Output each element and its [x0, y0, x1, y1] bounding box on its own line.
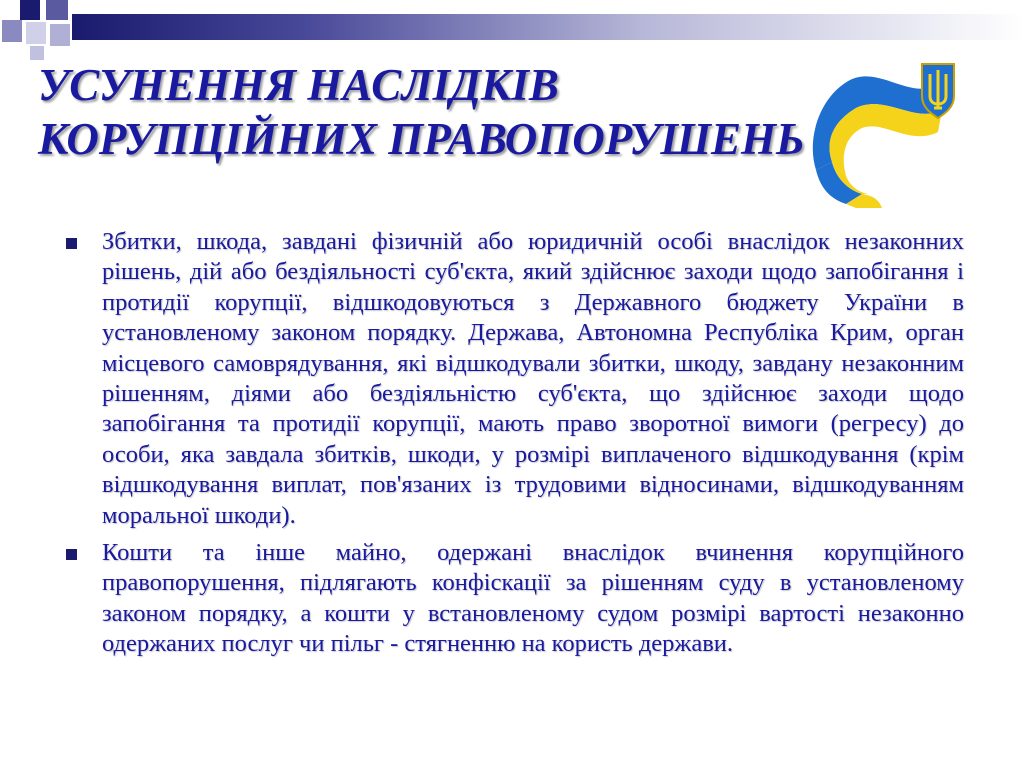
bullet-square-icon — [66, 238, 77, 249]
bullet-text: Збитки, шкода, завдані фізичній або юридичній особі внаслідок незаконних рішень, дій або бездіяльності суб'єкта, який здійснює заходи щодо запобігання і протидії корупції, відшкодовуються з Державного бюджету України в установленому законом порядку. Держава, Автономна Республіка Крим, орган місцевого самоврядування, які відшкодували збитки, шкоду, завдану незаконним рішенням, діями або бездіяльністю суб'єкта, що здійснює заходи щодо запобігання та протидії корупції, мають право зворотної вимоги (регресу) до особи, яка завдала збитків, шкоди, у розмірі виплаченого відшкодування (крім відшкодування виплат, пов'язаних із трудовими відносинами, відшкодуванням моральної шкоди). — [102, 228, 964, 529]
ukraine-flag-trident-icon — [806, 58, 968, 208]
slide-title: УСУНЕННЯ НАСЛІДКІВ КОРУПЦІЙНИХ ПРАВОПОРУШЕНЬ — [38, 60, 805, 164]
bullet-list — [58, 227, 964, 667]
bullet-square-icon — [66, 549, 77, 560]
list-item — [58, 227, 964, 531]
header-gradient-bar — [72, 14, 1024, 40]
bullet-text: Кошти та інше майно, одержані внаслідок вчинення корупційного правопорушення, підлягають конфіскації за рішенням суду в установленому законом порядку, а кошти у встановленому судом розмірі вартості незаконно одержаних послуг чи пільг - стягненню на користь держави. — [102, 539, 964, 658]
list-item — [58, 538, 964, 660]
